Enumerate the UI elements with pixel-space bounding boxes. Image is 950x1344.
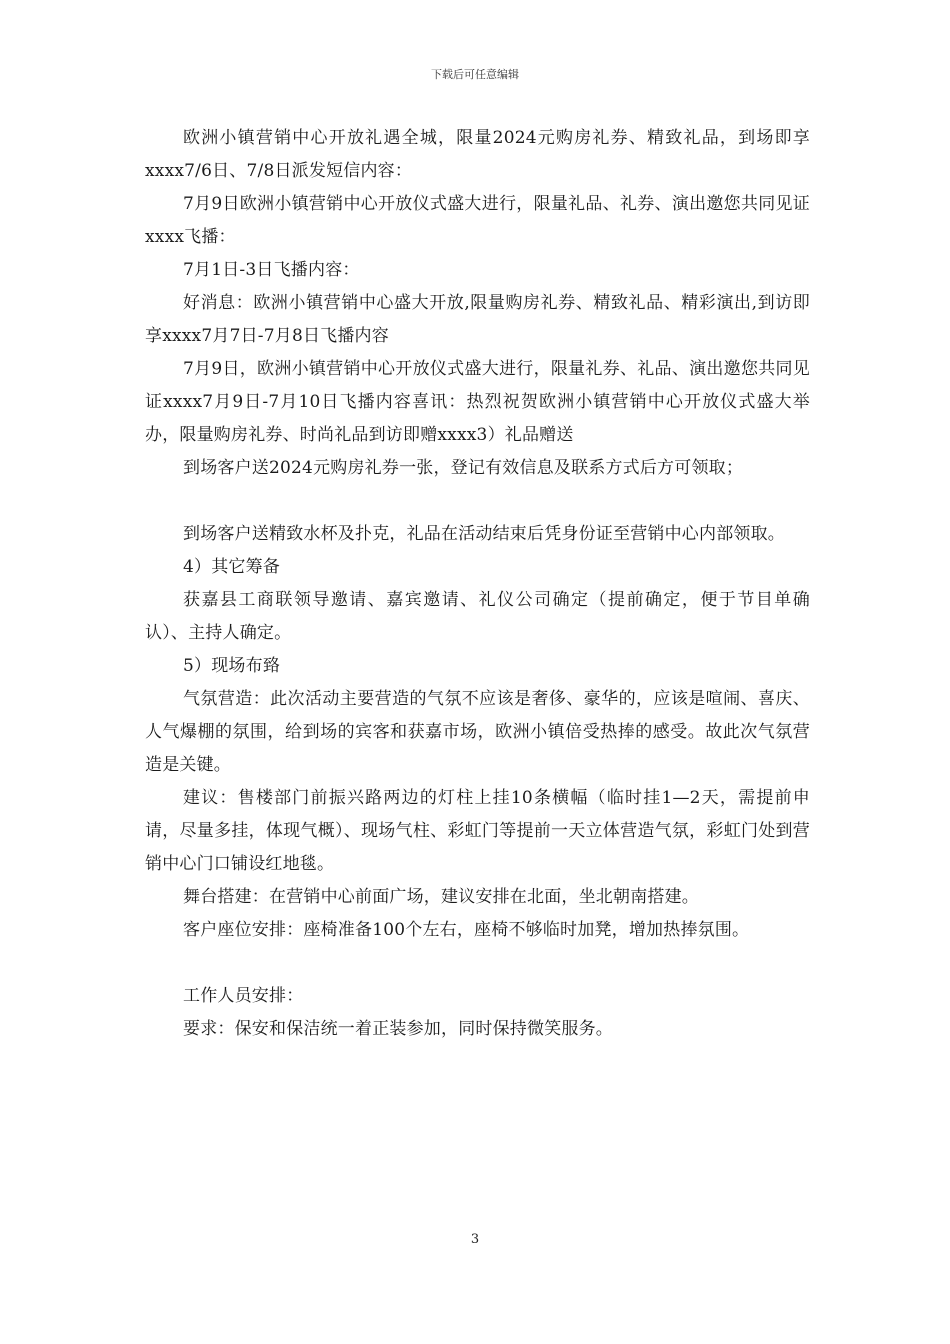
section-heading: 4）其它筹备	[183, 557, 281, 577]
page-header: 下载后可任意编辑	[431, 68, 519, 81]
document-body	[145, 122, 810, 1046]
section-heading: 5）现场布臵	[183, 656, 281, 676]
paragraph-spacer	[145, 485, 810, 518]
paragraph: 建议：售楼部门前振兴路两边的灯柱上挂10条横幅（临时挂1—2天，需提前申请，尽量多挂，体现气概）、现场气柱、彩虹门等提前一天立体营造气氛，彩虹门处到营销中心门口铺设红地毯。	[145, 788, 810, 874]
paragraph: 舞台搭建：在营销中心前面广场，建议安排在北面，坐北朝南搭建。	[183, 887, 699, 907]
paragraph: 获嘉县工商联领导邀请、嘉宾邀请、礼仪公司确定（提前确定，便于节目单确认）、主持人确定。	[145, 590, 810, 643]
paragraph: 到场客户送2024元购房礼券一张，登记有效信息及联系方式后方可领取；	[183, 458, 744, 478]
paragraph: 7月9日，欧洲小镇营销中心开放仪式盛大进行，限量礼券、礼品、演出邀您共同见证xxxx7月9日-7月10日飞播内容喜讯：热烈祝贺欧洲小镇营销中心开放仪式盛大举办，限量购房礼券、时尚礼品到访即赠xxxx3）礼品赠送	[145, 359, 810, 445]
page-number: 3	[470, 1232, 480, 1247]
paragraph: 欧洲小镇营销中心开放礼遇全城，限量2024元购房礼券、精致礼品，到场即享xxxx7/6日、7/8日派发短信内容：	[145, 128, 810, 181]
paragraph: 客户座位安排：座椅准备100个左右，座椅不够临时加凳，增加热捧氛围。	[183, 920, 750, 940]
paragraph: 工作人员安排：	[183, 986, 304, 1006]
paragraph: 到场客户送精致水杯及扑克，礼品在活动结束后凭身份证至营销中心内部领取。	[183, 524, 785, 544]
paragraph: 7月1日-3日飞播内容：	[183, 260, 360, 280]
paragraph-spacer	[145, 947, 810, 980]
paragraph: 气氛营造：此次活动主要营造的气氛不应该是奢侈、豪华的，应该是喧闹、喜庆、人气爆棚的氛围，给到场的宾客和获嘉市场，欧洲小镇倍受热捧的感受。故此次气氛营造是关键。	[145, 689, 810, 775]
paragraph: 好消息：欧洲小镇营销中心盛大开放,限量购房礼券、精致礼品、精彩演出,到访即享xxxx7月7日-7月8日飞播内容	[145, 293, 810, 346]
paragraph: 7月9日欧洲小镇营销中心开放仪式盛大进行，限量礼品、礼券、演出邀您共同见证xxxx飞播：	[145, 194, 810, 247]
paragraph: 要求：保安和保洁统一着正装参加，同时保持微笑服务。	[183, 1019, 613, 1039]
